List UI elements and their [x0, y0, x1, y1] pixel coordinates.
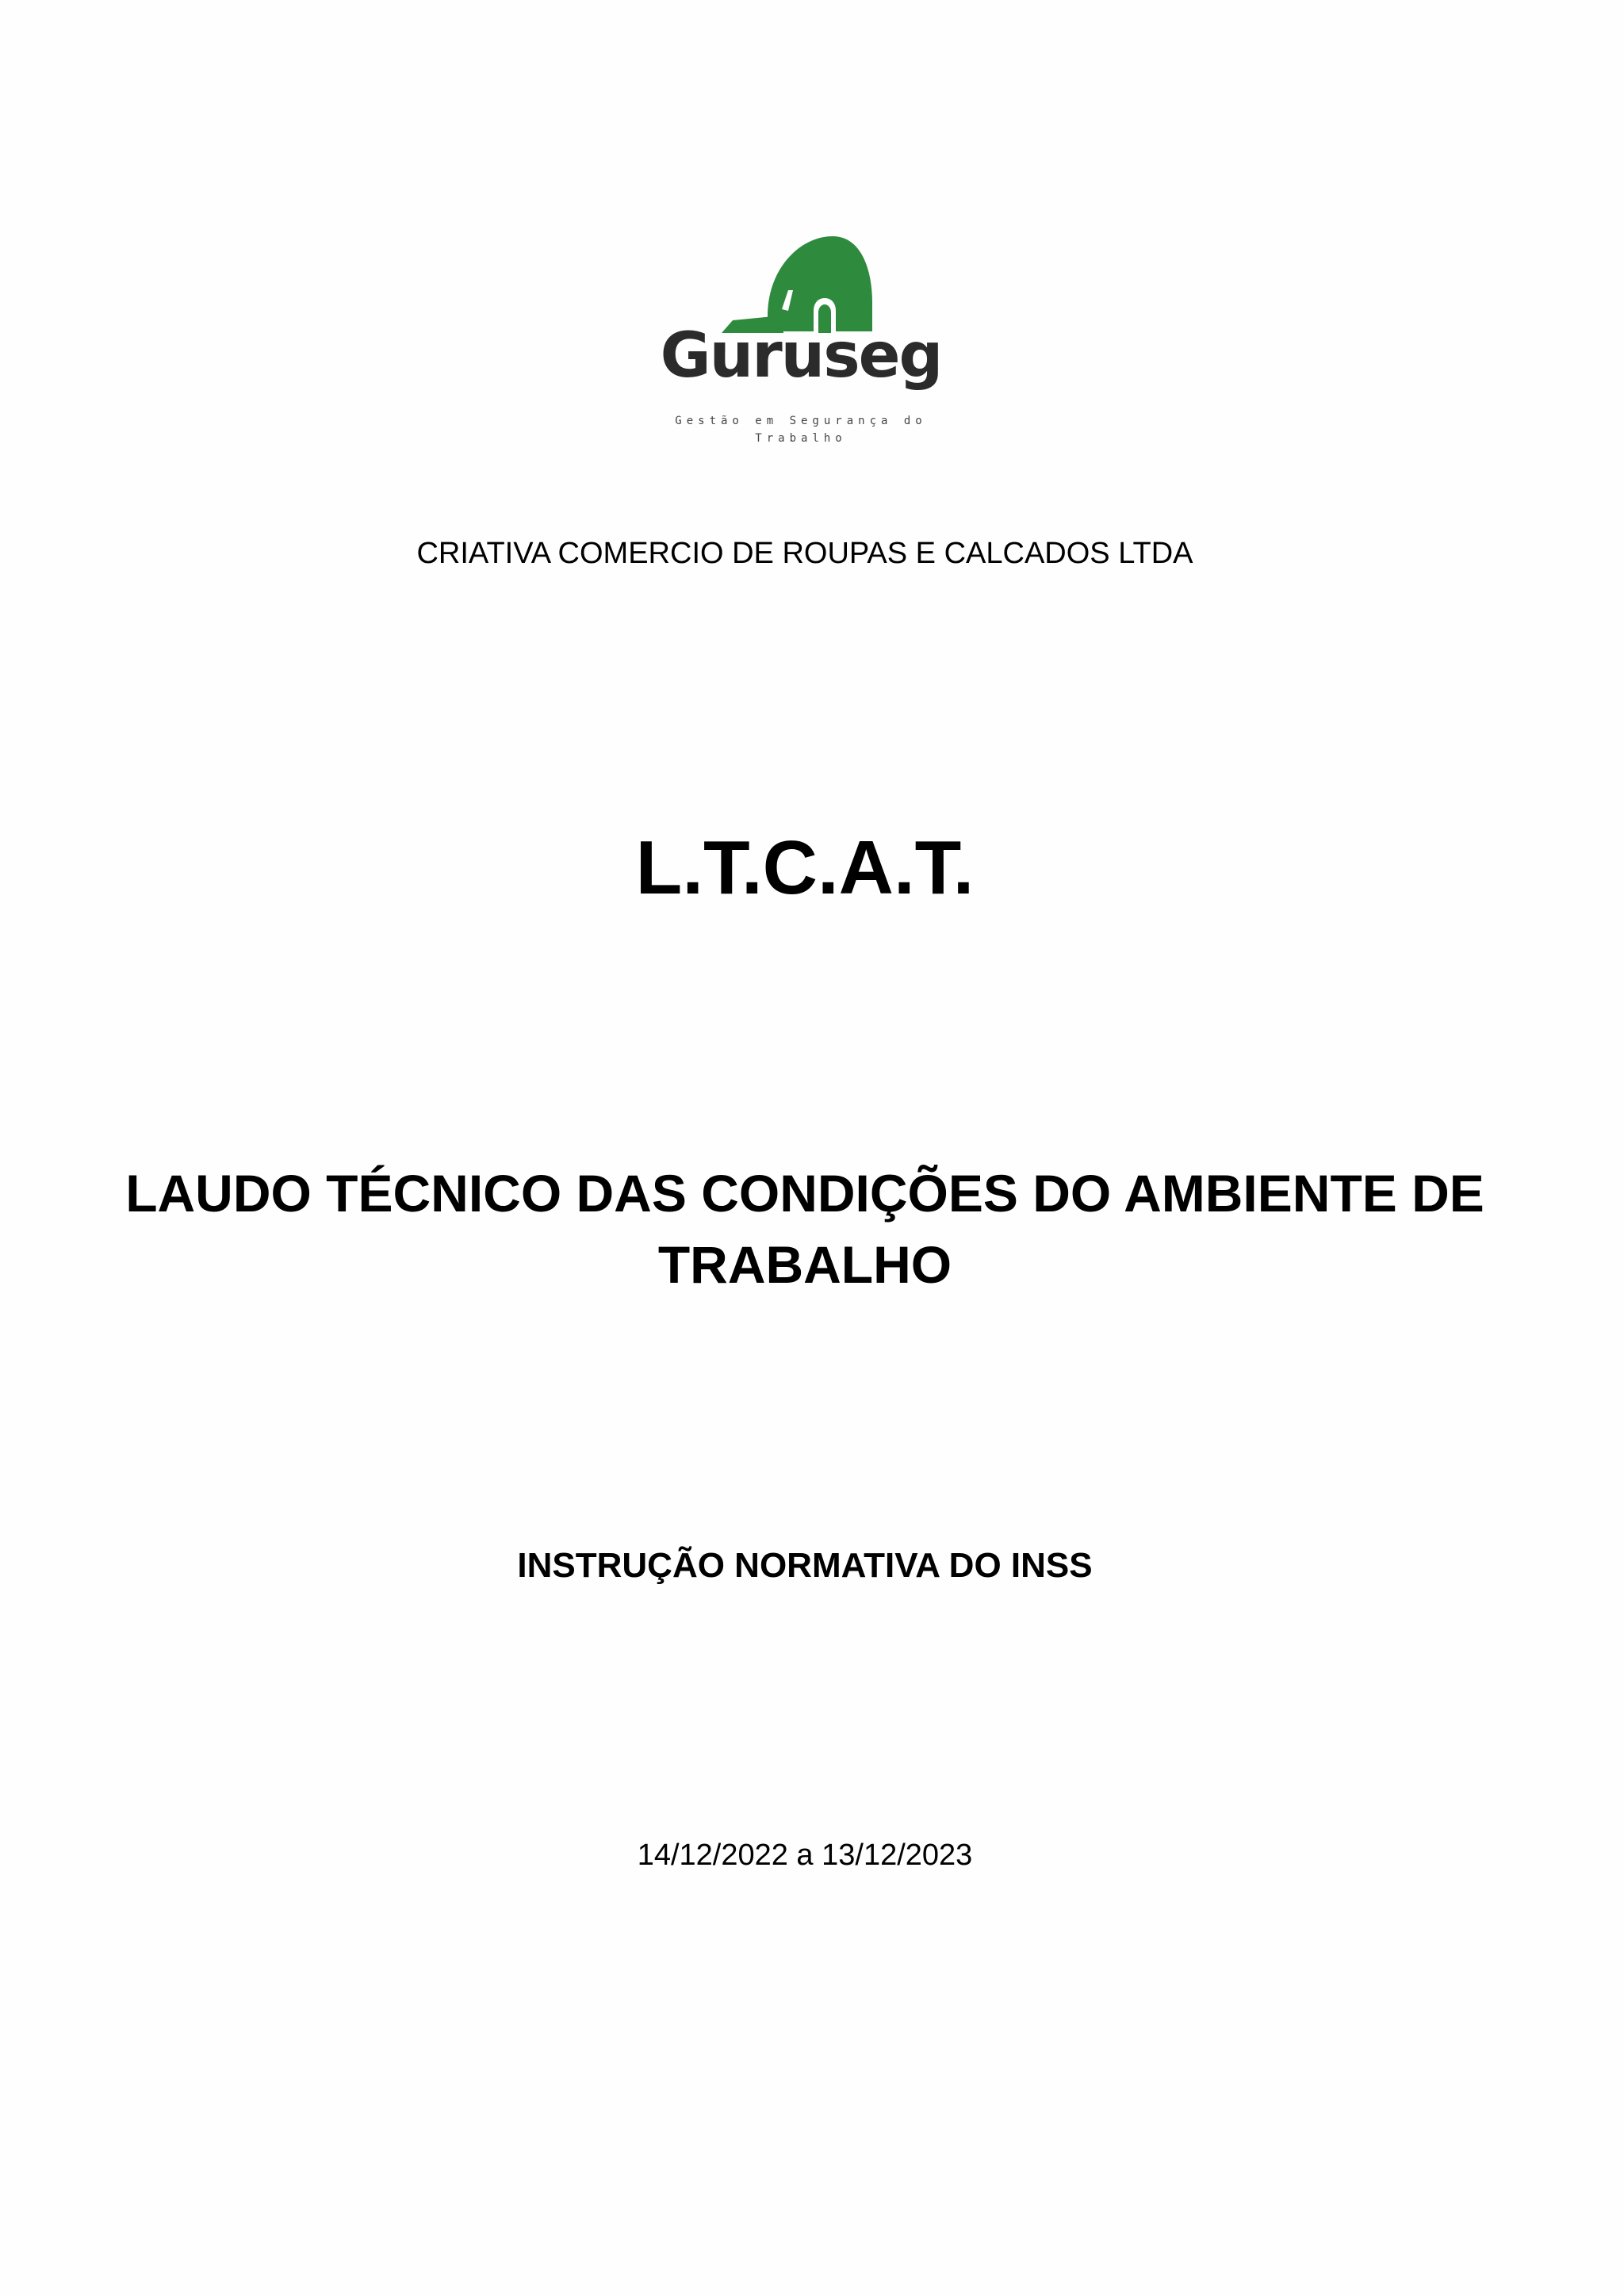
document-acronym: L.T.C.A.T. [635, 825, 975, 910]
document-subtitle: INSTRUÇÃO NORMATIVA DO INSS [517, 1546, 1093, 1585]
validity-period: 14/12/2022 a 13/12/2023 [637, 1839, 973, 1872]
logo-tagline: Gestão em Segurança do Trabalho [675, 415, 927, 445]
document-title: LAUDO TÉCNICO DAS CONDIÇÕES DO AMBIENTE DE TRABALHO [125, 1164, 1484, 1294]
company-name: CRIATIVA COMERCIO DE ROUPAS E CALCADOS LTDA [416, 537, 1193, 570]
logo-name: Guruseg [660, 320, 942, 392]
guruseg-logo [658, 222, 944, 460]
